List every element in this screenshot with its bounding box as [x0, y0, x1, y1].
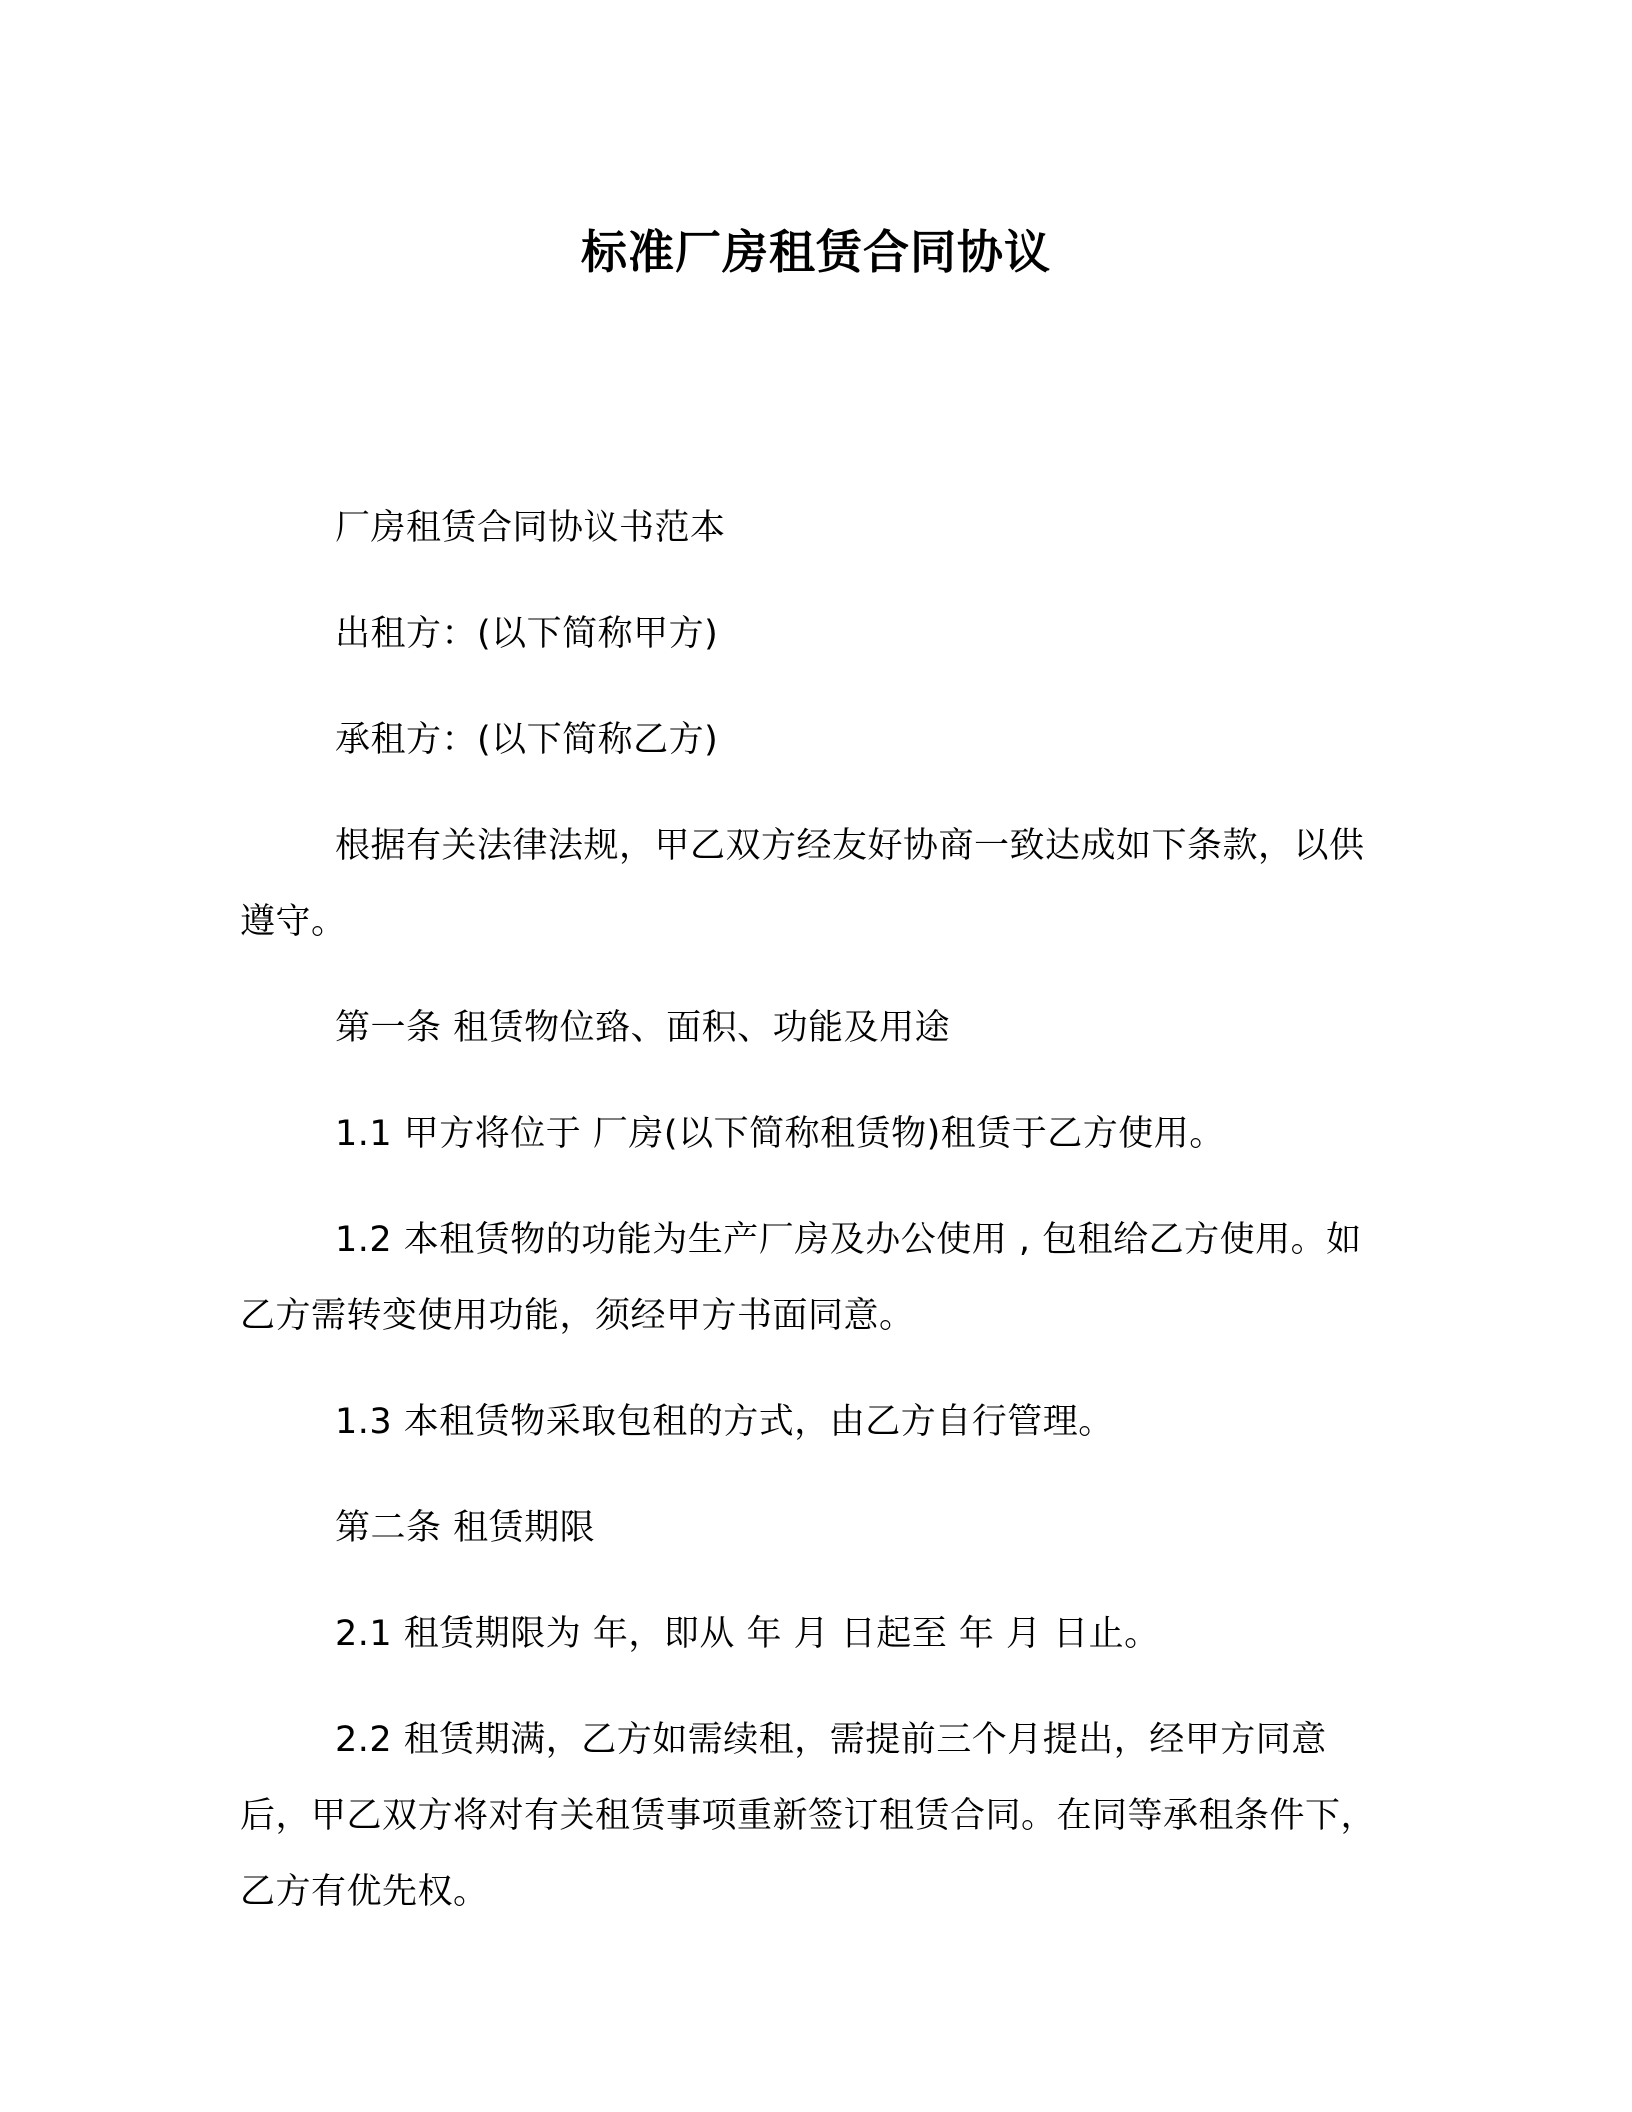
- paragraph-clause-1-2: 1.2 本租赁物的功能为生产厂房及办公使用 , 包租给乙方使用。如乙方需转变使用功能，须经甲方书面同意。: [240, 1220, 1362, 1336]
- paragraph-preamble: 根据有关法律法规，甲乙双方经友好协商一致达成如下条款，以供遵守。: [240, 826, 1365, 942]
- paragraph-clause-1-1: 1.1 甲方将位于 厂房(以下简称租赁物)租赁于乙方使用。: [335, 1114, 1225, 1154]
- document-title: 标准厂房租赁合同协议: [581, 225, 1051, 279]
- paragraph-article-1-heading: 第一条 租赁物位臵、面积、功能及用途: [335, 1008, 951, 1048]
- document-body: [240, 490, 1392, 1960]
- paragraph-clause-1-3: 1.3 本租赁物采取包租的方式，由乙方自行管理。: [335, 1402, 1114, 1442]
- paragraph-clause-2-1: 2.1 租赁期限为 年，即从 年 月 日起至 年 月 日止。: [335, 1614, 1160, 1654]
- paragraph-lessee: 承租方：(以下简称乙方): [335, 720, 719, 760]
- paragraph-article-2-heading: 第二条 租赁期限: [335, 1508, 596, 1548]
- paragraph-subtitle: 厂房租赁合同协议书范本: [335, 508, 726, 548]
- paragraph-lessor: 出租方：(以下简称甲方): [335, 614, 719, 654]
- paragraph-clause-2-2: 2.2 租赁期满，乙方如需续租，需提前三个月提出，经甲方同意后，甲乙双方将对有关租赁事项重新签订租赁合同。在同等承租条件下，乙方有优先权。: [240, 1720, 1377, 1912]
